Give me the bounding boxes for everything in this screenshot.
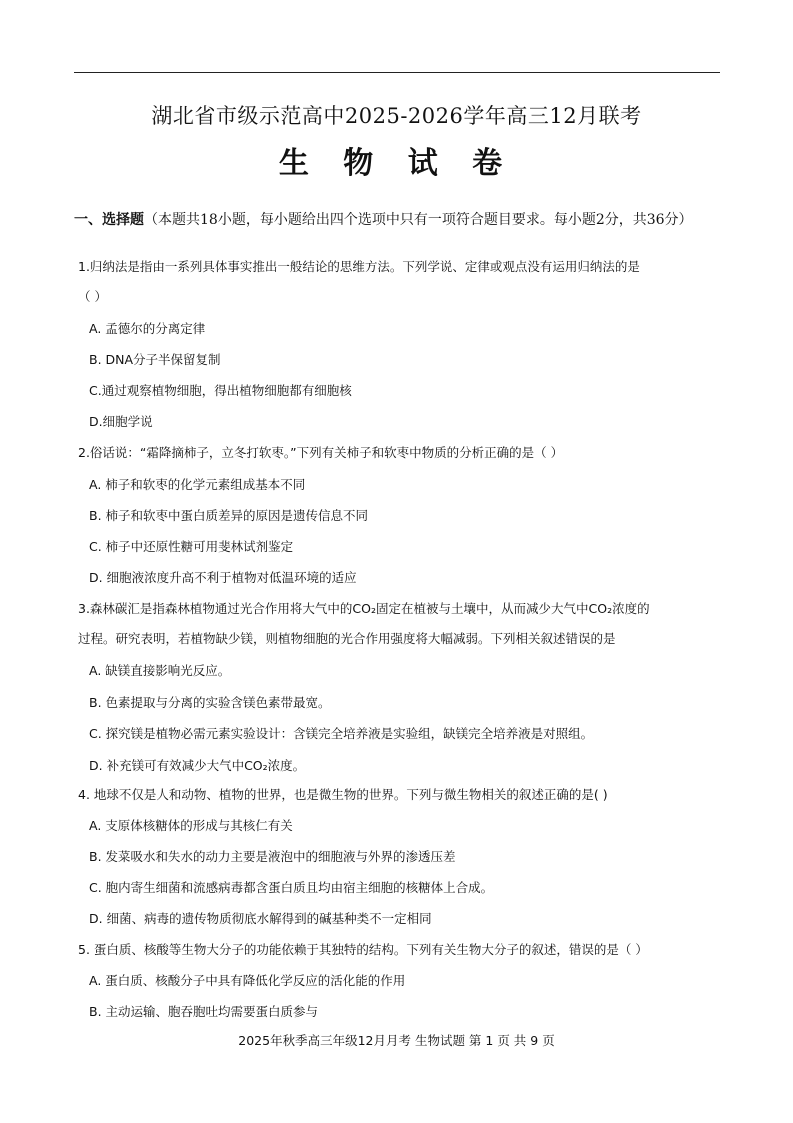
question-1-option-c: C.通过观察植物细胞，得出植物细胞都有细胞核	[89, 383, 352, 398]
question-5-option-a: A. 蛋白质、核酸分子中具有降低化学反应的活化能的作用	[89, 973, 406, 988]
question-4-option-a: A. 支原体核糖体的形成与其核仁有关	[89, 818, 293, 833]
question-3-option-d: D. 补充镁可有效减少大气中CO₂浓度。	[89, 758, 306, 773]
section-heading: 一、选择题	[74, 212, 144, 228]
question-4-line-1: 4. 地球不仅是人和动物、植物的世界，也是微生物的世界。下列与微生物相关的叙述正确的是( )	[78, 787, 608, 802]
question-5-option-b: B. 主动运输、胞吞胞吐均需要蛋白质参与	[89, 1004, 319, 1019]
subject-title: 生 物 试 卷	[278, 146, 515, 181]
header-rule	[74, 72, 720, 73]
question-2-line-1: 2.俗话说：“霜降摘柿子，立冬打软枣。”下列有关柿子和软枣中物质的分析正确的是（ ）	[78, 445, 564, 460]
question-2-option-b: B. 柿子和软枣中蛋白质差异的原因是遗传信息不同	[89, 508, 369, 523]
question-1-line-2: （ ）	[78, 289, 107, 304]
exam-title: 湖北省市级示范高中2025-2026学年高三12月联考	[151, 104, 642, 128]
section-heading-block	[74, 210, 724, 231]
section-instruction: （本题共18小题，每小题给出四个选项中只有一项符合题目要求。每小题2分，共36分）	[144, 212, 693, 228]
question-4-option-b: B. 发菜吸水和失水的动力主要是液泡中的细胞液与外界的渗透压差	[89, 849, 456, 864]
question-2-option-d: D. 细胞液浓度升高不利于植物对低温环境的适应	[89, 570, 357, 585]
question-1-line-1: 1.归纳法是指由一系列具体事实推出一般结论的思维方法。下列学说、定律或观点没有运用归纳法的是	[78, 259, 640, 274]
question-3-line-1: 3.森林碳汇是指森林植物通过光合作用将大气中的CO₂固定在植被与土壤中，从而减少大气中CO₂浓度的	[78, 601, 650, 616]
question-5-line-1: 5. 蛋白质、核酸等生物大分子的功能依赖于其独特的结构。下列有关生物大分子的叙述，错误的是（ ）	[78, 942, 648, 957]
question-3-option-c: C. 探究镁是植物必需元素实验设计：含镁完全培养液是实验组，缺镁完全培养液是对照组。	[89, 726, 594, 741]
question-2-option-c: C. 柿子中还原性糖可用斐林试剂鉴定	[89, 539, 294, 554]
question-3-option-b: B. 色素提取与分离的实验含镁色素带最宽。	[89, 695, 331, 710]
question-1-option-a: A. 孟德尔的分离定律	[89, 321, 206, 336]
question-4-option-c: C. 胞内寄生细菌和流感病毒都含蛋白质且均由宿主细胞的核糖体上合成。	[89, 880, 494, 895]
question-2-option-a: A. 柿子和软枣的化学元素组成基本不同	[89, 477, 306, 492]
question-1-option-d: D.细胞学说	[89, 414, 153, 429]
question-3-option-a: A. 缺镁直接影响光反应。	[89, 663, 231, 678]
question-4-option-d: D. 细菌、病毒的遗传物质彻底水解得到的碱基种类不一定相同	[89, 911, 432, 926]
page-footer: 2025年秋季高三年级12月月考 生物试题 第 1 页 共 9 页	[238, 1033, 555, 1048]
question-1-option-b: B. DNA分子半保留复制	[89, 352, 221, 367]
question-3-line-2: 过程。研究表明，若植物缺少镁，则植物细胞的光合作用强度将大幅减弱。下列相关叙述错误的是	[78, 631, 616, 646]
